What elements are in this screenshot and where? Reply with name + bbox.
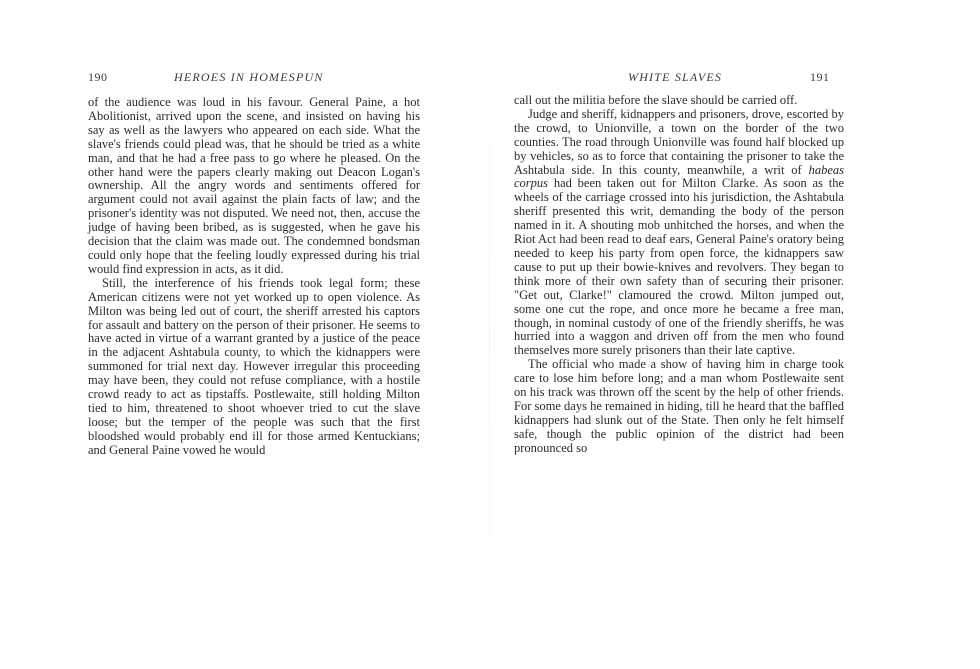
left-running-title: HEROES IN HOMESPUN (174, 70, 324, 84)
left-paragraph-1: of the audience was loud in his favour. General Paine, a hot Abolitionist, arrived upon the scene, and insisted on having his say as well as the lawyers who appeared on each side. What the slave's friends could plead was, that he should be tried as a white man, and that he had a free pass to go where he pleased. On the other hand were the papers clearly making out Deacon Logan's ownership. All the angry words and sentiments offered for argument could not avail against the plain facts of law; and the prisoner's identity was not disputed. We need not, then, accuse the judge of having been bribed, as is suggested, when he gave his decision that the claim was made out. The condemned bondsman could only hope that the feeling loudly expressed during his trial would find expression in acts, as it did. (88, 95, 420, 276)
left-page-number: 190 (88, 70, 108, 84)
right-paragraph-1: call out the militia before the slave should be carried off. (514, 93, 798, 107)
right-paragraph-3: The official who made a show of having him in charge took care to lose him before long; and a man whom Postlewaite sent on his track was thrown off the scent by the help of other friends. For some days he remained in hiding, till he heard that the baffled kidnappers had slunk out of the State. Then only he felt himself safe, though the public opinion of the district had been pronounced so (514, 357, 844, 455)
right-page-number: 191 (810, 70, 830, 84)
right-page (490, 0, 980, 669)
left-body-text (88, 96, 420, 458)
right-paragraph-2-end: had been taken out for Milton Clarke. As soon as the wheels of the carriage crossed into his jurisdiction, the Ashtabula sheriff presented this writ, demanding the body of the person named in it. A shouting mob unhitched the horses, and when the Riot Act had been read to deaf ears, General Paine's oratory being needed to keep his party from open force, the kidnappers saw cause to put up their bowie-knives and revolvers. They began to think more of their own safety than of securing their prisoner. "Get out, Clarke!" clamoured the crowd. Milton jumped out, some one cut the rope, and once more he became a free man, though, in nominal custody of one of the friendly sheriffs, he was hurried into a waggon and driven off from the men who found themselves more surely prisoners than their late captive. (514, 176, 844, 358)
habeas-corpus-italic: habeas corpus (514, 162, 844, 191)
left-paragraph-2: Still, the interference of his friends took legal form; these American citizens were not yet worked up to open violence. As Milton was being led out of court, the sheriff arrested his captors for assault and battery on the person of their prisoner. He seems to have acted in virtue of a warrant granted by a justice of the peace in the adjacent Ashtabula county, to which the kidnappers were summoned for trial next day. However irregular this proceeding may have been, they could not refuse compliance, with a hostile crowd ready to act as tipstaffs. Postlewaite, still holding Milton tied to him, threatened to shoot whoever tried to cut the slave loose; but the temper of the people was such that the first bloodshed would probably end ill for those armed Kentuckians; and General Paine vowed he would (88, 275, 420, 457)
right-body-text (514, 94, 844, 456)
right-paragraph-2 (514, 108, 844, 358)
right-running-title: WHITE SLAVES (628, 70, 723, 84)
right-paragraph-2-start: Judge and sheriff, kidnappers and prisoners, drove, escorted by the crowd, to Unionville, a town on the border of the two counties. The road through Unionville was found half blocked up by vehicles, so as to force that containing the prisoner to take the Ashtabula side. In this county, meanwhile, a writ of (514, 106, 844, 177)
